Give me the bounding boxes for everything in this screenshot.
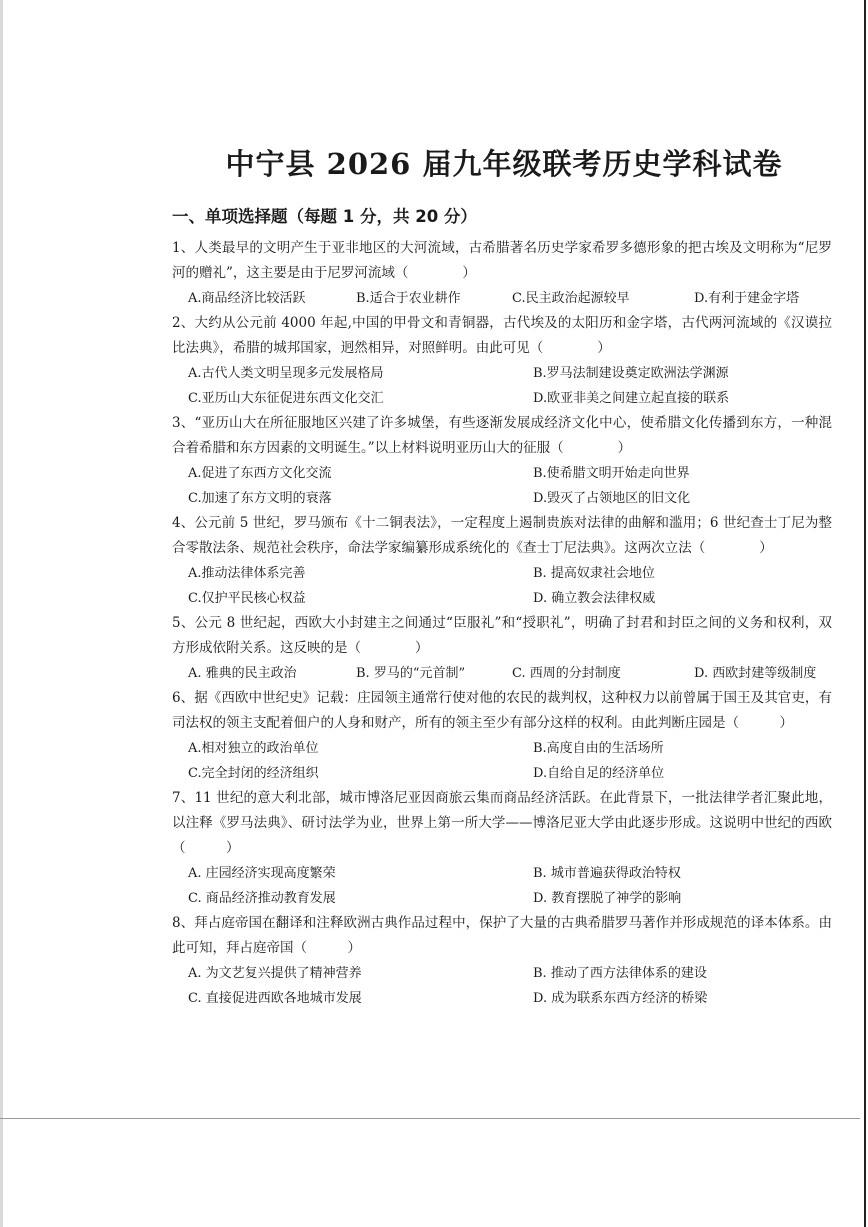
section-heading: 一、单项选择题（每题 1 分，共 20 分） [172, 207, 477, 226]
question-6 [172, 686, 832, 786]
option-c: C.加速了东方文明的衰落 [188, 491, 332, 506]
option-b: B.罗马法制建设奠定欧洲法学渊源 [533, 366, 729, 381]
option-c: C. 商品经济推动教育发展 [188, 891, 336, 906]
option-d: D. 成为联系东西方经济的桥梁 [533, 991, 708, 1006]
option-a: A.古代人类文明呈现多元发展格局 [188, 366, 384, 381]
option-a: A.商品经济比较活跃 [188, 291, 306, 306]
option-d: D.自给自足的经济单位 [533, 766, 665, 781]
option-list [172, 361, 832, 411]
option-c: C. 西周的分封制度 [512, 666, 621, 681]
scan-edge [0, 0, 3, 1227]
question-7 [172, 786, 832, 911]
option-d: D.毁灭了占领地区的旧文化 [533, 491, 691, 506]
option-a: A. 雅典的民主政治 [188, 666, 297, 681]
question-stem: 5、公元 8 世纪起，西欧大小封建主之间通过“臣服礼”和“授职礼”，明确了封君和封臣之间的义务和权利，双方形成依附关系。这反映的是（ ） [172, 615, 832, 656]
question-stem: 6、据《西欧中世纪史》记载：庄园领主通常行使对他的农民的裁判权，这种权力以前曾属于国王及其官吏，有司法权的领主支配着佃户的人身和财产，所有的领主至少有部分这样的权利。由此判断庄园是（ ） [172, 690, 832, 731]
question-stem: 3、“亚历山大在所征服地区兴建了许多城堡，有些逐渐发展成经济文化中心，使希腊文化传播到东方，一种混合着希腊和东方因素的文明诞生。”以上材料说明亚历山大的征服（ ） [172, 415, 832, 456]
question-stem: 2、大约从公元前 4000 年起,中国的甲骨文和青铜器，古代埃及的太阳历和金字塔，古代两河流域的《汉谟拉比法典》，希腊的城邦国家，迥然相异，对照鲜明。由此可见（ ） [172, 315, 832, 356]
question-8 [172, 911, 832, 1011]
question-2 [172, 311, 832, 411]
question-stem: 1、人类最早的文明产生于亚非地区的大河流域，古希腊著名历史学家希罗多德形象的把古埃及文明称为“尼罗河的赠礼”，这主要是由于尼罗河流域（ ） [172, 240, 832, 281]
option-list [172, 861, 832, 911]
option-b: B.使希腊文明开始走向世界 [533, 466, 690, 481]
scan-fold-line [0, 1118, 860, 1119]
option-b: B.高度自由的生活场所 [533, 741, 664, 756]
question-stem: 8、拜占庭帝国在翻译和注释欧洲古典作品过程中，保护了大量的古典希腊罗马著作并形成规范的译本体系。由此可知，拜占庭帝国（ ） [172, 915, 832, 956]
question-3 [172, 411, 832, 511]
option-c: C.完全封闭的经济组织 [188, 766, 319, 781]
question-1 [172, 236, 832, 311]
question-stem: 4、公元前 5 世纪，罗马颁布《十二铜表法》，一定程度上遏制贵族对法律的曲解和滥用；6 世纪查士丁尼为整合零散法条、规范社会秩序，命法学家编纂形成系统化的《查士丁尼法典》。这两次立法（ ） [172, 515, 832, 556]
option-d: D. 教育摆脱了神学的影响 [533, 891, 682, 906]
exam-title: 中宁县 2026 届九年级联考历史学科试卷 [225, 147, 783, 181]
option-c: C.民主政治起源较早 [512, 291, 630, 306]
scan-margin-line [864, 0, 866, 1227]
option-d: D. 西欧封建等级制度 [694, 666, 817, 681]
option-c: C.亚历山大东征促进东西文化交汇 [188, 391, 384, 406]
option-a: A. 为文艺复兴提供了精神营养 [188, 966, 362, 981]
option-a: A. 庄园经济实现高度繁荣 [188, 866, 336, 881]
option-list [172, 736, 832, 786]
option-list [172, 961, 832, 1011]
option-b: B. 推动了西方法律体系的建设 [533, 966, 707, 981]
question-5 [172, 611, 832, 686]
option-a: A.相对独立的政治单位 [188, 741, 319, 756]
option-a: A.推动法律体系完善 [188, 566, 306, 581]
option-list [172, 461, 832, 511]
option-list [172, 561, 832, 611]
option-a: A.促进了东西方文化交流 [188, 466, 332, 481]
option-c: C. 直接促进西欧各地城市发展 [188, 991, 362, 1006]
option-list [172, 661, 832, 686]
question-list [172, 236, 832, 1011]
question-4 [172, 511, 832, 611]
option-list [172, 286, 832, 311]
question-stem: 7、11 世纪的意大利北部，城市博洛尼亚因商旅云集而商品经济活跃。在此背景下，一批法律学者汇聚此地，以注释《罗马法典》、研讨法学为业，世界上第一所大学——博洛尼亚大学由此逐步形成。这说明中世纪的西欧（ ） [172, 790, 832, 856]
option-d: D.有利于建金字塔 [694, 291, 800, 306]
option-d: D.欧亚非美之间建立起直接的联系 [533, 391, 730, 406]
option-c: C.仅护平民核心权益 [188, 591, 306, 606]
option-d: D. 确立教会法律权威 [533, 591, 656, 606]
option-b: B. 罗马的“元首制” [356, 666, 466, 681]
option-b: B. 提高奴隶社会地位 [533, 566, 655, 581]
option-b: B. 城市普遍获得政治特权 [533, 866, 681, 881]
option-b: B.适合于农业耕作 [356, 291, 461, 306]
